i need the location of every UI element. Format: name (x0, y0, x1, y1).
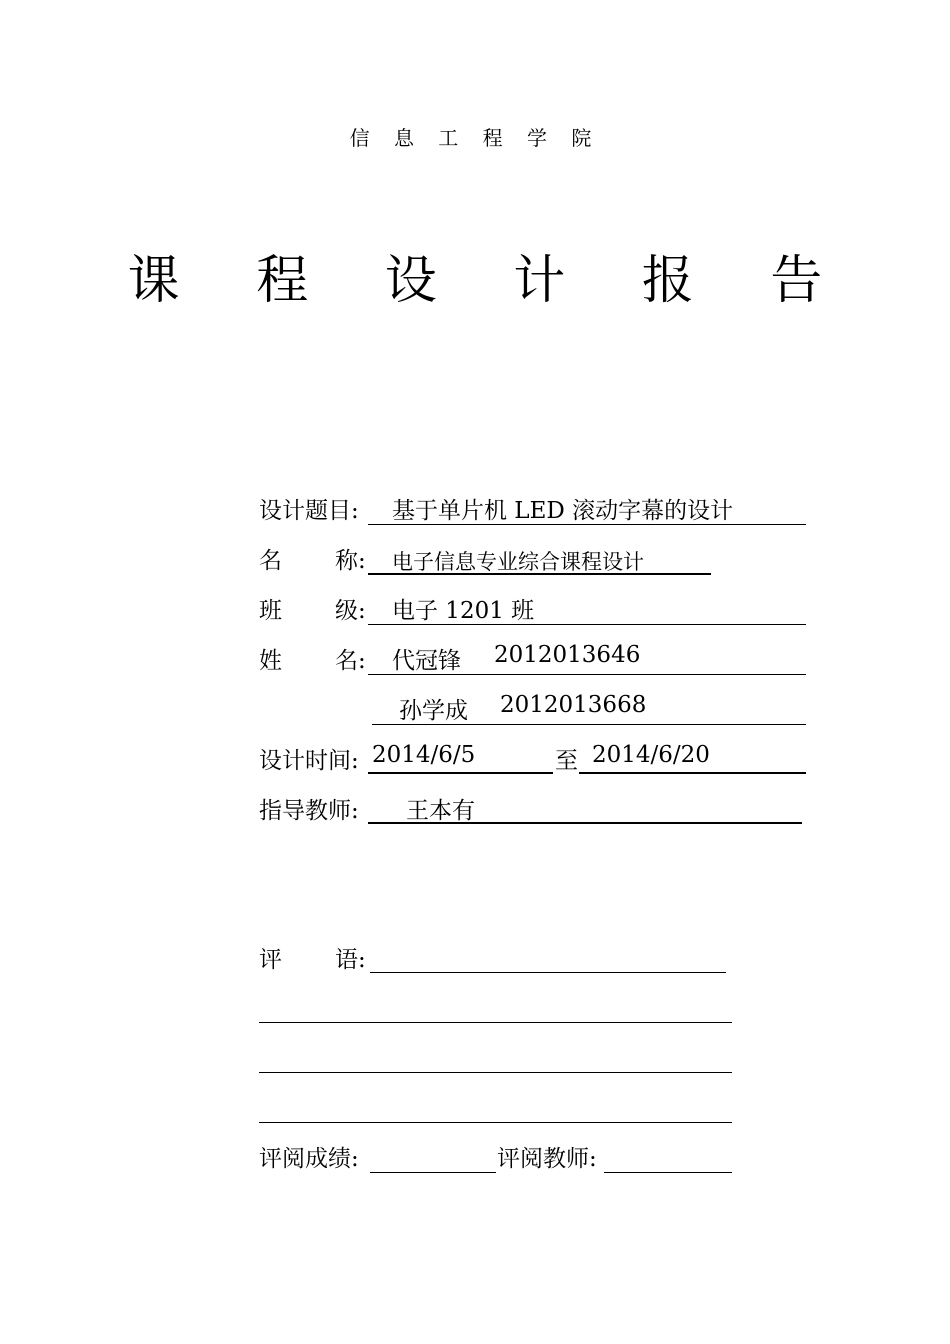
name-underline (368, 573, 711, 575)
name-label-1: 名 (259, 548, 282, 574)
student-1-name: 代冠锋 (392, 648, 461, 674)
comment-underline-4 (259, 1122, 732, 1123)
student-2-id: 2012013668 (500, 692, 647, 718)
student-2-underline (372, 724, 806, 725)
class-label-1: 班 (259, 598, 282, 624)
advisor-underline (368, 822, 802, 824)
student-1-underline (368, 674, 806, 675)
comment-underline-2 (259, 1022, 732, 1023)
institute-name: 信 息 工 程 学 院 (349, 126, 601, 150)
student-label-1: 姓 (259, 648, 282, 674)
student-label-2: 名: (335, 648, 366, 674)
student-1-id: 2012013646 (494, 642, 641, 668)
advisor-label: 指导教师: (259, 798, 359, 824)
comment-underline-3 (259, 1072, 732, 1073)
reviewer-label: 评阅教师: (497, 1146, 597, 1172)
grade-label: 评阅成绩: (259, 1146, 359, 1172)
time-start: 2014/6/5 (372, 742, 476, 768)
time-end-underline (579, 772, 806, 774)
report-title: 课 程 设 计 报 告 (127, 251, 853, 311)
time-separator: 至 (555, 748, 578, 774)
topic-underline (368, 524, 806, 525)
time-label: 设计时间: (259, 748, 359, 774)
class-label-2: 级: (335, 598, 366, 624)
grade-underline (370, 1172, 496, 1173)
reviewer-underline (604, 1172, 732, 1173)
time-end: 2014/6/20 (592, 742, 710, 768)
name-label-2: 称: (335, 548, 366, 574)
advisor-value: 王本有 (406, 798, 475, 824)
topic-value: 基于单片机 LED 滚动字幕的设计 (392, 498, 734, 524)
time-start-underline (368, 772, 553, 774)
student-2-name: 孙学成 (399, 698, 468, 724)
comment-label-2: 语: (335, 947, 366, 973)
topic-label: 设计题目: (259, 498, 359, 524)
course-name-value: 电子信息专业综合课程设计 (392, 550, 644, 574)
comment-label-1: 评 (259, 947, 282, 973)
comment-underline-1 (370, 972, 726, 973)
class-underline (368, 624, 806, 625)
class-value: 电子 1201 班 (392, 598, 535, 624)
